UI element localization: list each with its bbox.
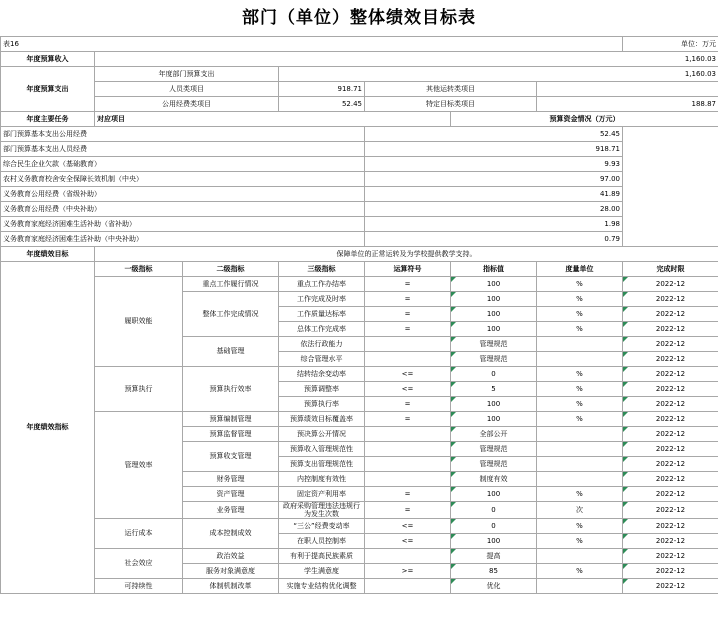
deadline-cell: 2022-12 <box>623 534 718 549</box>
deadline-cell: 2022-12 <box>623 472 718 487</box>
indicator-column-header: 完成时限 <box>623 262 718 277</box>
indicator-value: 0 <box>451 519 537 534</box>
indicator-value: 0 <box>451 367 537 382</box>
goal-label: 年度绩效目标 <box>1 247 95 262</box>
tasks-label: 年度主要任务 <box>1 112 95 127</box>
operator-cell: = <box>365 412 451 427</box>
level2-indicator: 资产管理 <box>183 487 279 502</box>
indicator-value: 100 <box>451 397 537 412</box>
deadline-cell: 2022-12 <box>623 519 718 534</box>
level3-indicator: 学生满意度 <box>279 564 365 579</box>
indicator-value: 100 <box>451 277 537 292</box>
public-value: 52.45 <box>279 97 365 112</box>
deadline-cell: 2022-12 <box>623 307 718 322</box>
public-label: 公用经费类项目 <box>95 97 279 112</box>
task-row <box>1 142 718 157</box>
operator-cell <box>365 472 451 487</box>
indicator-column-header: 运算符号 <box>365 262 451 277</box>
level3-indicator: 重点工作办结率 <box>279 277 365 292</box>
deadline-cell: 2022-12 <box>623 564 718 579</box>
operator-cell: <= <box>365 367 451 382</box>
level3-indicator: 实施专业结构优化调整 <box>279 579 365 594</box>
level2-indicator: 财务管理 <box>183 472 279 487</box>
task-name: 部门预算基本支出人员经费 <box>1 142 365 157</box>
level3-indicator: 有利于提高民族素质 <box>279 549 365 564</box>
indicator-column-header: 三级指标 <box>279 262 365 277</box>
unit-cell <box>537 457 623 472</box>
deadline-cell: 2022-12 <box>623 322 718 337</box>
indicator-row <box>1 412 718 427</box>
level1-indicator: 社会效应 <box>95 549 183 579</box>
task-value: 9.93 <box>365 157 623 172</box>
indicator-row <box>1 277 718 292</box>
unit-cell: % <box>537 322 623 337</box>
deadline-cell: 2022-12 <box>623 412 718 427</box>
task-value: 918.71 <box>365 142 623 157</box>
level2-indicator: 重点工作履行情况 <box>183 277 279 292</box>
deadline-cell: 2022-12 <box>623 487 718 502</box>
operator-cell <box>365 442 451 457</box>
level1-indicator: 预算执行 <box>95 367 183 412</box>
indicator-value: 85 <box>451 564 537 579</box>
task-row <box>1 232 718 247</box>
page-title: 部门（单位）整体绩效目标表 <box>242 8 476 28</box>
operator-cell: <= <box>365 534 451 549</box>
indicator-value: 提高 <box>451 549 537 564</box>
level2-indicator: 业务管理 <box>183 502 279 519</box>
level2-indicator: 成本控制成效 <box>183 519 279 549</box>
deadline-cell: 2022-12 <box>623 502 718 519</box>
goal-text: 保障单位的正常运转及为学校提供教学支持。 <box>95 247 718 262</box>
indicator-value: 制度有效 <box>451 472 537 487</box>
level3-indicator: 预算绩效目标覆盖率 <box>279 412 365 427</box>
unit-cell: % <box>537 397 623 412</box>
indicator-value: 全部公开 <box>451 427 537 442</box>
operator-cell: >= <box>365 564 451 579</box>
operator-cell: = <box>365 487 451 502</box>
task-row <box>1 127 718 142</box>
unit-cell: % <box>537 277 623 292</box>
unit-cell: % <box>537 519 623 534</box>
task-name: 义务教育家庭经济困难生活补助（中央补助） <box>1 232 365 247</box>
operator-cell: = <box>365 292 451 307</box>
expense-total-label: 年度部门预算支出 <box>95 67 279 82</box>
level3-indicator: 依法行政能力 <box>279 337 365 352</box>
level3-indicator: 工作质量达标率 <box>279 307 365 322</box>
level3-indicator: “三公”经费变动率 <box>279 519 365 534</box>
task-name: 义务教育家庭经济困难生活补助（省补助） <box>1 217 365 232</box>
level1-indicator: 运行成本 <box>95 519 183 549</box>
indicators-label: 年度绩效指标 <box>1 262 95 594</box>
indicator-value: 管理规范 <box>451 442 537 457</box>
other-value <box>537 82 718 97</box>
task-name: 综合民生企业欠款（基础教育） <box>1 157 365 172</box>
level3-indicator: 预决算公开情况 <box>279 427 365 442</box>
unit-cell <box>537 427 623 442</box>
indicator-column-header: 一级指标 <box>95 262 183 277</box>
indicator-value: 100 <box>451 534 537 549</box>
indicator-value: 100 <box>451 307 537 322</box>
expense-total-value: 1,160.03 <box>279 67 718 82</box>
operator-cell <box>365 579 451 594</box>
level2-indicator: 预算编制管理 <box>183 412 279 427</box>
task-row <box>1 157 718 172</box>
level3-indicator: 工作完成及时率 <box>279 292 365 307</box>
tasks-funds-header: 预算资金情况（万元） <box>451 112 718 127</box>
special-label: 特定目标类项目 <box>365 97 537 112</box>
indicator-value: 管理规范 <box>451 457 537 472</box>
level3-indicator: 综合管理水平 <box>279 352 365 367</box>
budget-income-label: 年度预算收入 <box>1 52 95 67</box>
operator-cell <box>365 457 451 472</box>
level3-indicator: 内控制度有效性 <box>279 472 365 487</box>
indicator-value: 优化 <box>451 579 537 594</box>
unit-cell: % <box>537 534 623 549</box>
indicator-column-header: 指标值 <box>451 262 537 277</box>
level3-indicator: 预算执行率 <box>279 397 365 412</box>
operator-cell: = <box>365 397 451 412</box>
level2-indicator: 预算执行效率 <box>183 367 279 412</box>
level2-indicator: 基础管理 <box>183 337 279 367</box>
task-name: 义务教育公用经费（省级补助） <box>1 187 365 202</box>
indicator-row <box>1 549 718 564</box>
unit-cell <box>537 337 623 352</box>
unit-cell <box>537 472 623 487</box>
unit-cell: % <box>537 367 623 382</box>
deadline-cell: 2022-12 <box>623 397 718 412</box>
task-row <box>1 172 718 187</box>
table-number: 表16 <box>1 37 95 52</box>
indicator-value: 100 <box>451 322 537 337</box>
indicator-value: 100 <box>451 412 537 427</box>
operator-cell <box>365 427 451 442</box>
deadline-cell: 2022-12 <box>623 367 718 382</box>
deadline-cell: 2022-12 <box>623 292 718 307</box>
level3-indicator: 固定资产利用率 <box>279 487 365 502</box>
indicator-value: 5 <box>451 382 537 397</box>
task-value: 28.00 <box>365 202 623 217</box>
task-value: 97.00 <box>365 172 623 187</box>
operator-cell: = <box>365 322 451 337</box>
unit-cell: % <box>537 487 623 502</box>
level3-indicator: 总体工作完成率 <box>279 322 365 337</box>
special-value: 188.87 <box>537 97 718 112</box>
task-value: 52.45 <box>365 127 623 142</box>
level1-indicator: 可持续性 <box>95 579 183 594</box>
level1-indicator: 履职效能 <box>95 277 183 367</box>
operator-cell: = <box>365 502 451 519</box>
deadline-cell: 2022-12 <box>623 382 718 397</box>
operator-cell <box>365 549 451 564</box>
unit-cell <box>537 352 623 367</box>
indicator-value: 管理规范 <box>451 337 537 352</box>
level2-indicator: 服务对象满意度 <box>183 564 279 579</box>
indicator-row <box>1 367 718 382</box>
level3-indicator: 预算支出管理规范性 <box>279 457 365 472</box>
level2-indicator: 预算监督管理 <box>183 427 279 442</box>
personnel-value: 918.71 <box>279 82 365 97</box>
level2-indicator: 预算收支管理 <box>183 442 279 472</box>
budget-expense-label: 年度预算支出 <box>1 67 95 112</box>
indicator-value: 管理规范 <box>451 352 537 367</box>
deadline-cell: 2022-12 <box>623 352 718 367</box>
unit-cell <box>537 442 623 457</box>
other-label: 其他运转类项目 <box>365 82 537 97</box>
task-row <box>1 202 718 217</box>
indicator-value: 0 <box>451 502 537 519</box>
personnel-label: 人员类项目 <box>95 82 279 97</box>
level2-indicator: 政治效益 <box>183 549 279 564</box>
level1-indicator: 管理效率 <box>95 412 183 519</box>
unit-cell: % <box>537 307 623 322</box>
level3-indicator: 政府采购管理违法违规行为发生次数 <box>279 502 365 519</box>
unit-cell: % <box>537 564 623 579</box>
task-value: 41.89 <box>365 187 623 202</box>
indicator-header-row <box>1 262 718 277</box>
operator-cell <box>365 352 451 367</box>
task-name: 义务教育公用经费（中央补助） <box>1 202 365 217</box>
deadline-cell: 2022-12 <box>623 579 718 594</box>
budget-income-value: 1,160.03 <box>95 52 718 67</box>
operator-cell: <= <box>365 382 451 397</box>
indicator-value: 100 <box>451 487 537 502</box>
indicator-value: 100 <box>451 292 537 307</box>
operator-cell: = <box>365 277 451 292</box>
task-row <box>1 217 718 232</box>
task-value: 0.79 <box>365 232 623 247</box>
operator-cell: = <box>365 307 451 322</box>
task-row <box>1 187 718 202</box>
deadline-cell: 2022-12 <box>623 337 718 352</box>
task-name: 部门预算基本支出公用经费 <box>1 127 365 142</box>
indicator-row <box>1 519 718 534</box>
indicator-column-header: 度量单位 <box>537 262 623 277</box>
deadline-cell: 2022-12 <box>623 442 718 457</box>
budget-table <box>0 36 718 594</box>
unit-cell <box>537 549 623 564</box>
level3-indicator: 在职人员控制率 <box>279 534 365 549</box>
deadline-cell: 2022-12 <box>623 549 718 564</box>
unit-cell: % <box>537 292 623 307</box>
level3-indicator: 预算调整率 <box>279 382 365 397</box>
deadline-cell: 2022-12 <box>623 277 718 292</box>
level2-indicator: 整体工作完成情况 <box>183 292 279 337</box>
tasks-project-header: 对应项目 <box>95 112 451 127</box>
deadline-cell: 2022-12 <box>623 457 718 472</box>
unit-cell: % <box>537 382 623 397</box>
operator-cell: <= <box>365 519 451 534</box>
level3-indicator: 结转结余变动率 <box>279 367 365 382</box>
level2-indicator: 体制机制改革 <box>183 579 279 594</box>
task-value: 1.98 <box>365 217 623 232</box>
indicator-row <box>1 579 718 594</box>
unit-cell: 次 <box>537 502 623 519</box>
task-name: 农村义务教育校舍安全保障长效机制（中央） <box>1 172 365 187</box>
level3-indicator: 预算收入管理规范性 <box>279 442 365 457</box>
unit-label: 单位：万元 <box>623 37 718 52</box>
unit-cell: % <box>537 412 623 427</box>
indicator-column-header: 二级指标 <box>183 262 279 277</box>
deadline-cell: 2022-12 <box>623 427 718 442</box>
unit-cell <box>537 579 623 594</box>
operator-cell <box>365 337 451 352</box>
